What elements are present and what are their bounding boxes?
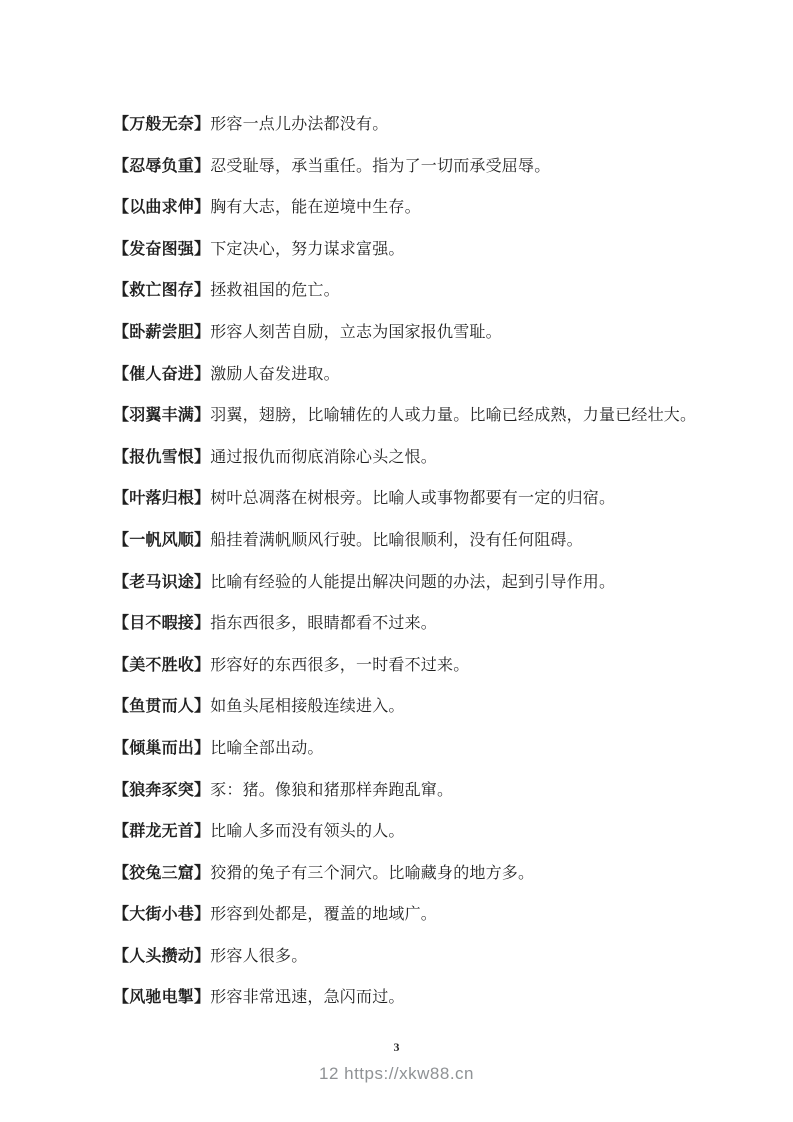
idiom-definition: 比喻有经验的人能提出解决问题的办法，起到引导作用。	[210, 573, 616, 591]
idiom-entry	[113, 270, 743, 312]
idiom-entry	[113, 187, 743, 229]
idiom-definition: 下定决心，努力谋求富强。	[210, 240, 405, 258]
idiom-definition: 羽翼，翅膀，比喻辅佐的人或力量。比喻已经成熟，力量已经壮大。	[210, 407, 697, 425]
idiom-entry	[113, 977, 743, 1019]
idiom-entry	[113, 478, 743, 520]
idiom-term: 【美不胜收】	[113, 656, 211, 674]
idiom-entry	[113, 811, 743, 853]
idiom-definition: 拯救祖国的危亡。	[210, 282, 340, 300]
idiom-term: 【风驰电掣】	[113, 989, 211, 1007]
idiom-definition: 形容一点儿办法都没有。	[210, 116, 389, 133]
idiom-entry	[113, 562, 743, 604]
idiom-term: 【群龙无首】	[113, 823, 211, 841]
idiom-definition: 忍受耻辱，承当重任。指为了一切而承受屈辱。	[210, 157, 551, 175]
idiom-term: 【狼奔豕突】	[113, 781, 211, 799]
idiom-entry	[113, 104, 743, 146]
idiom-term: 【大街小巷】	[113, 906, 211, 924]
idiom-term: 【人头攒动】	[113, 947, 211, 965]
idiom-definition: 胸有大志，能在逆境中生存。	[210, 199, 421, 217]
idiom-term: 【狡兔三窟】	[113, 864, 211, 882]
idiom-term: 【羽翼丰满】	[113, 407, 211, 425]
idiom-term: 【忍辱负重】	[113, 157, 211, 175]
idiom-definition: 激励人奋发进取。	[210, 365, 340, 383]
idiom-definition: 比喻人多而没有领头的人。	[210, 823, 405, 841]
idiom-definition: 指东西很多，眼睛都看不过来。	[210, 615, 438, 633]
idiom-entry	[113, 770, 743, 812]
idiom-definition: 形容好的东西很多，一时看不过来。	[210, 656, 470, 674]
watermark-url: 12 https://xkw88.cn	[318, 1064, 475, 1083]
idiom-term: 【救亡图存】	[113, 282, 211, 300]
idiom-entry	[113, 520, 743, 562]
idiom-entry	[113, 229, 743, 271]
idiom-entry	[113, 728, 743, 770]
idiom-entry	[113, 936, 743, 978]
idiom-definition: 形容人很多。	[210, 947, 308, 965]
idiom-definition: 形容非常迅速，急闪而过。	[210, 989, 405, 1007]
idiom-definition: 如鱼头尾相接般连续进入。	[210, 698, 405, 716]
idiom-entry	[113, 312, 743, 354]
idiom-definition: 树叶总凋落在树根旁。比喻人或事物都要有一定的归宿。	[210, 490, 616, 508]
idiom-entry	[113, 437, 743, 479]
idiom-entry	[113, 354, 743, 396]
idiom-term: 【目不暇接】	[113, 615, 211, 633]
idiom-list	[113, 104, 743, 1019]
idiom-term: 【叶落归根】	[113, 490, 211, 508]
idiom-definition: 狡猾的兔子有三个洞穴。比喻藏身的地方多。	[210, 864, 535, 882]
idiom-term: 【鱼贯而人】	[113, 698, 211, 716]
page-number: 3	[393, 1040, 400, 1054]
idiom-entry	[113, 146, 743, 188]
idiom-entry	[113, 686, 743, 728]
idiom-term: 【催人奋进】	[113, 365, 211, 383]
idiom-definition: 比喻全部出动。	[210, 739, 324, 757]
idiom-term: 【卧薪尝胆】	[113, 323, 211, 341]
idiom-definition: 形容到处都是，覆盖的地域广。	[210, 906, 438, 924]
idiom-definition: 豕：猪。像狼和猪那样奔跑乱窜。	[210, 781, 454, 799]
idiom-term: 【报仇雪恨】	[113, 448, 211, 466]
idiom-entry	[113, 603, 743, 645]
idiom-entry	[113, 894, 743, 936]
idiom-definition: 船挂着满帆顺风行驶。比喻很顺利，没有任何阻碍。	[210, 531, 583, 549]
idiom-term: 【发奋图强】	[113, 240, 211, 258]
idiom-definition: 通过报仇而彻底消除心头之恨。	[210, 448, 438, 466]
idiom-term: 【一帆风顺】	[113, 531, 211, 549]
idiom-term: 【以曲求伸】	[113, 199, 211, 217]
idiom-definition: 形容人刻苦自励，立志为国家报仇雪耻。	[210, 323, 502, 341]
idiom-entry	[113, 853, 743, 895]
idiom-entry	[113, 395, 743, 437]
idiom-term: 【万般无奈】	[113, 116, 211, 133]
idiom-term: 【倾巢而出】	[113, 739, 211, 757]
idiom-term: 【老马识途】	[113, 573, 211, 591]
idiom-entry	[113, 645, 743, 687]
